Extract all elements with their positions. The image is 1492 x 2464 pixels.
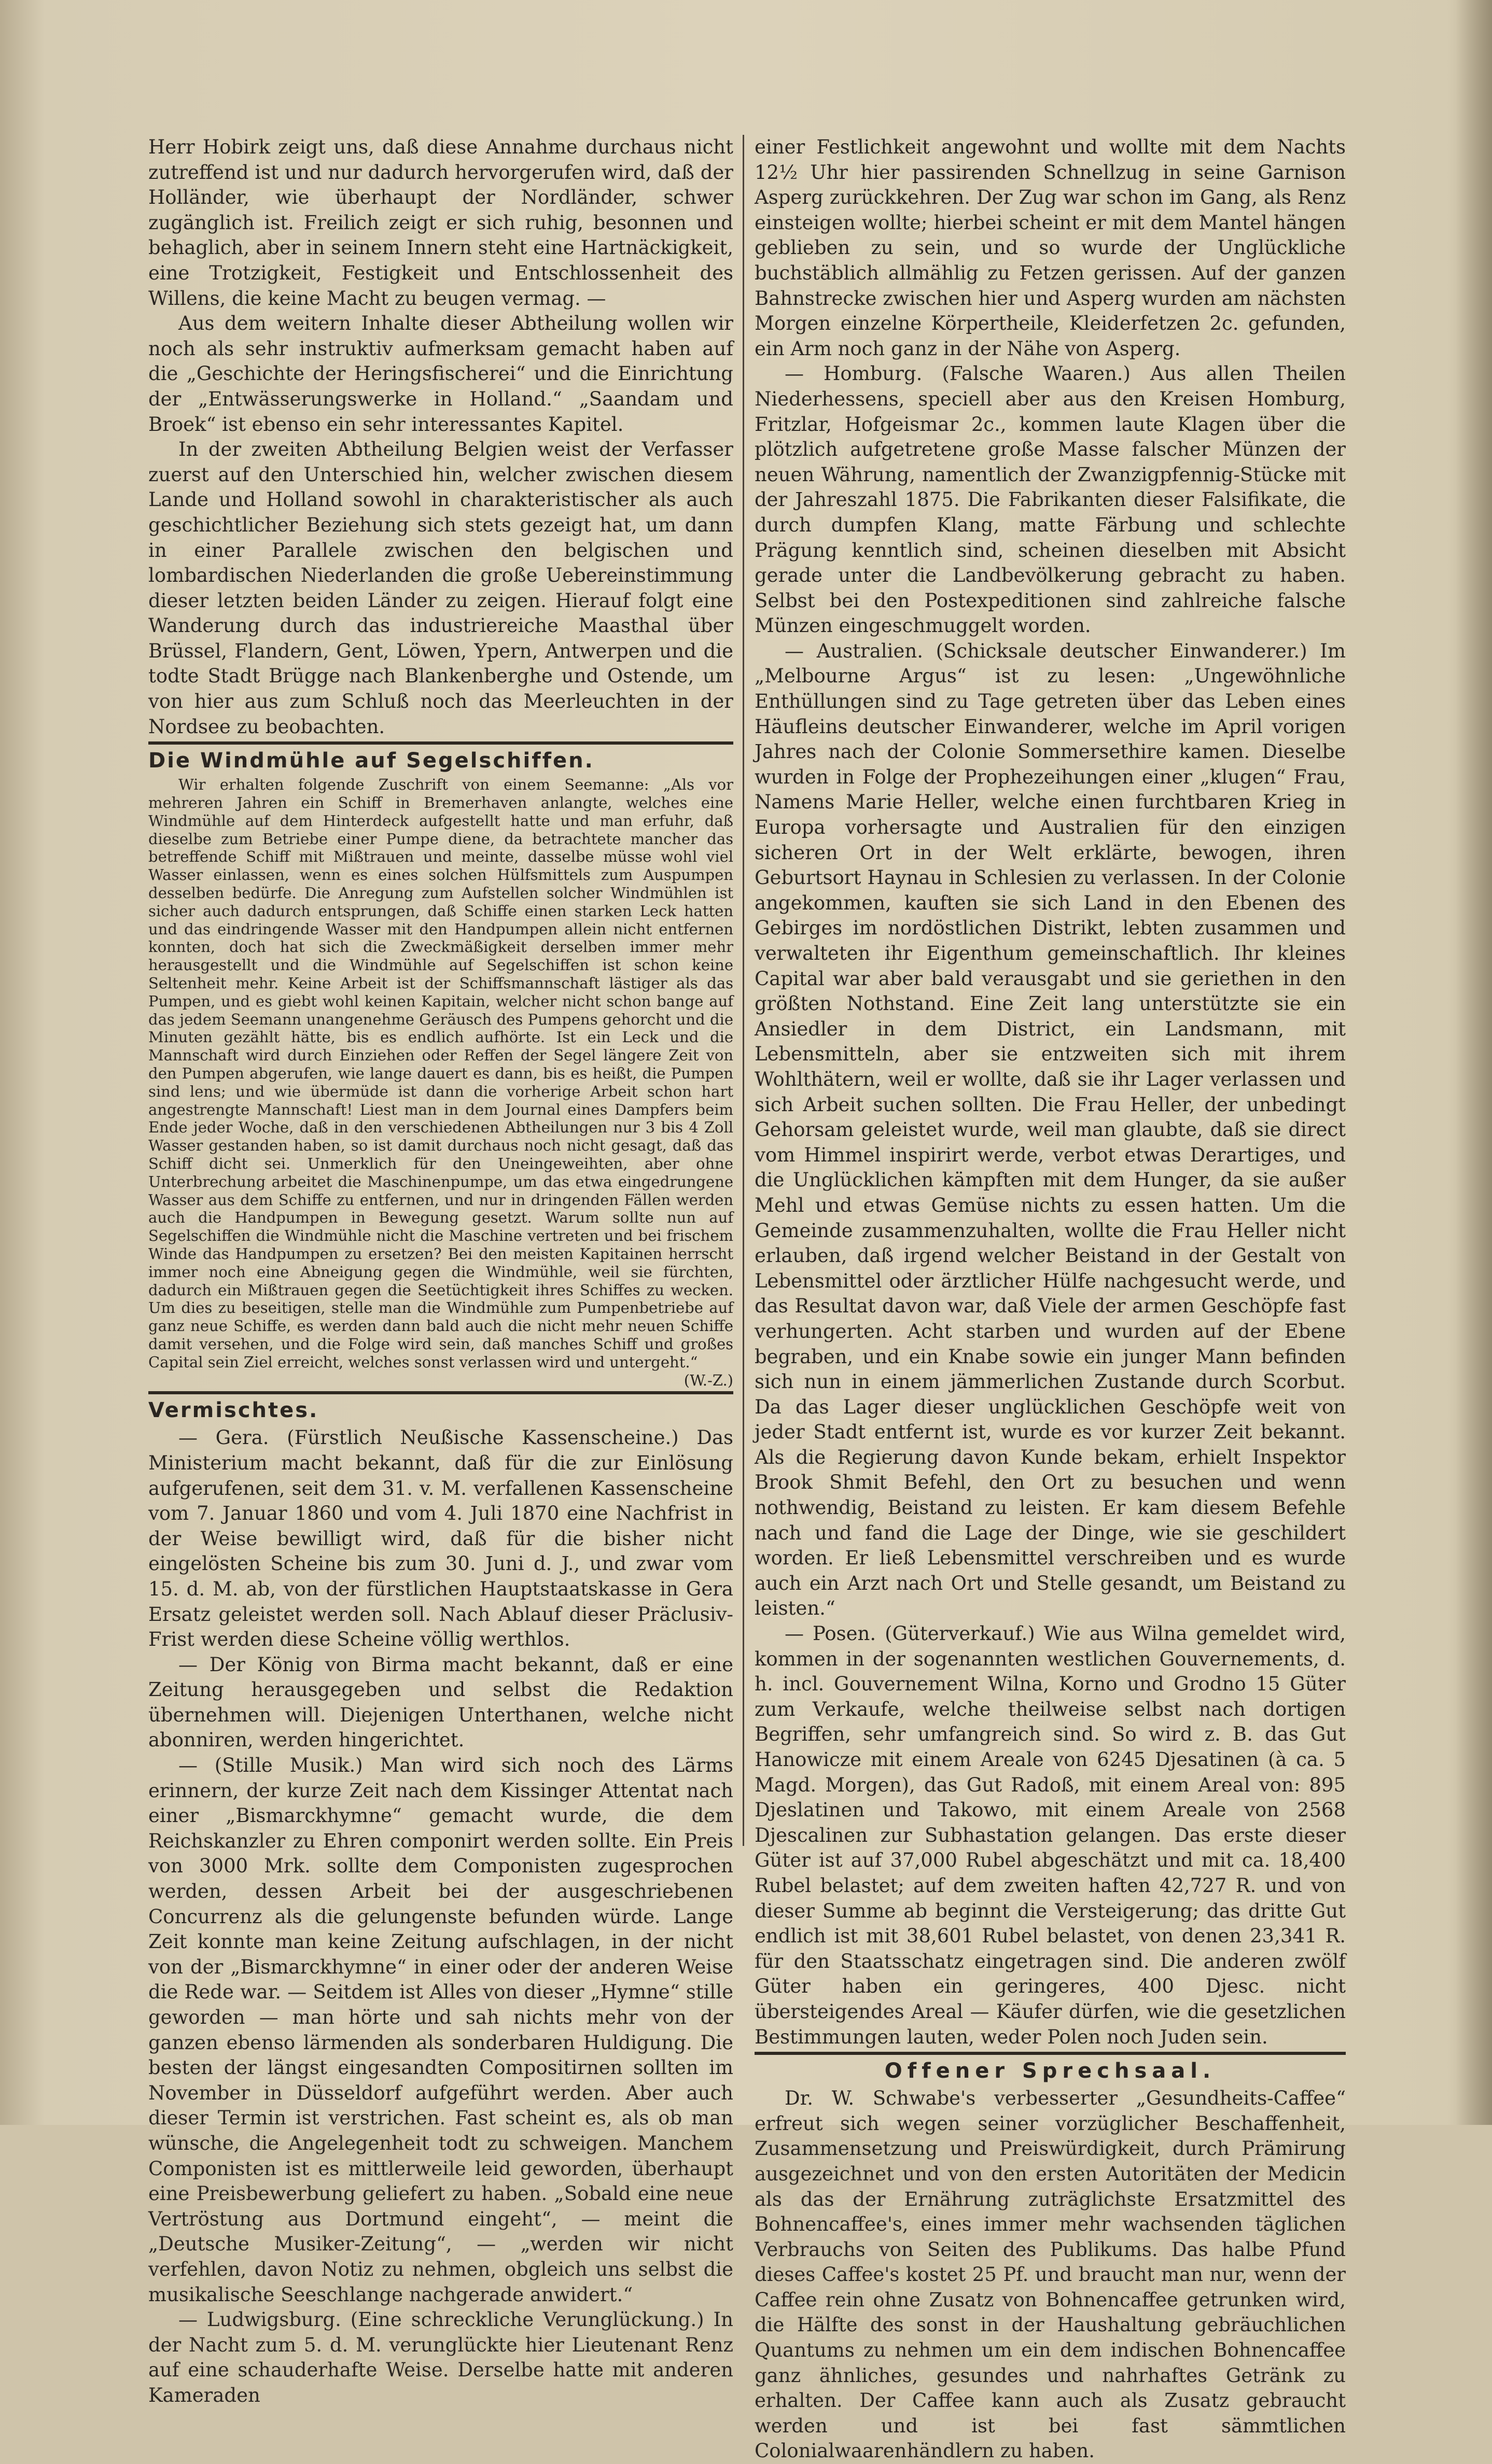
windmill-article: Wir erhalten folgende Zuschrift von einem Seemanne: „Als vor mehreren Jahren ein Schiff in Bremerhaven anlangte, welches eine Windmühle auf dem Hinterdeck aufgestellt hatte und man erfuhr, daß dieselbe zum Betriebe einer Pumpe diene, da betrachtete mancher das betreffende Schiff mit Mißtrauen und meinte, dasselbe müsse wohl viel Wasser einlassen, wenn es eines solchen Hülfsmittels zum Auspumpen desselben bedürfe. Die Anregung zum Aufstellen solcher Windmühlen ist sicher auch dadurch entsprungen, daß Schiffe einen starken Leck hatten und das eindringende Wasser mit den Handpumpen allein nicht entfernen konnten, doch hat sich die Zweckmäßigkeit derselben immer mehr herausgestellt und die Windmühle auf Segelschiffen ist schon keine Seltenheit mehr. Keine Arbeit ist der Schiffsmannschaft lästiger als das Pumpen, und es giebt wohl keinen Kapitain, welcher nicht schon bange auf das jedem Seemann unangenehme Geräusch des Pumpens gehorcht und die Minuten gezählt hätte, bis es endlich aufhörte. Ist ein Leck und die Mannschaft wird durch Einziehen oder Reffen der Segel längere Zeit von den Pumpen abgerufen, wie lange dauert es dann, bis es heißt, die Pumpen sind lens; und wie übermüde ist dann die vorherige Arbeit schon hart angestrengte Mannschaft! Liest man in dem Journal eines Dampfers beim Ende jeder Woche, daß in den verschiedenen Abtheilungen nur 3 bis 4 Zoll Wasser gestanden haben, so ist damit durchaus noch nicht gesagt, daß das Schiff dicht sei. Unmerklich für den Uneingeweihten, aber ohne Unterbrechung arbeitet die Maschinenpumpe, um das etwa eingedrungene Wasser aus dem Schiffe zu entfernen, und nur in dringenden Fällen werden auch die Handpumpen in Bewegung gesetzt. Warum sollte nun auf Segelschiffen die Windmühle nicht die Maschine vertreten und bei frischem Winde das Handpumpen zu ersetzen? Bei den meisten Kapitainen herrscht immer noch eine Abneigung gegen die Windmühle, weil sie fürchten, dadurch ein Mißtrauen gegen die Seetüchtigkeit ihres Schiffes zu wecken. Um dies zu beseitigen, stelle man die Windmühle zum Pumpenbetriebe auf ganz neue Schiffe, es werden dann bald auch die nicht mehr neuen Schiffe damit versehen, und die Folge wird sein, daß manches Schiff und großes Capital sein Ziel erreicht, welches sonst verlassen wird und untergeht.“	[148, 776, 733, 1371]
page-spine-shadow	[1456, 0, 1492, 2125]
misc-posen: — Posen. (Güterverkauf.) Wie aus Wilna gemeldet wird, kommen in der sogenannten westlichen Gouvernements, d. h. incl. Gouvernement Wilna, Korno und Grodno 15 Güter zum Verkaufe, welche theilweise selbst nach dortigen Begriffen, sehr umfangreich sind. So wird z. B. das Gut Hanowicze mit einem Areale von 6245 Djesatinen (à ca. 5 Magd. Morgen), das Gut Radoß, mit einem Areal von: 895 Djeslatinen und Takowo, mit einem Areale von 2568 Djescalinen zur Subhastation gelangen. Das erste dieser Güter ist auf 37,000 Rubel abgeschätzt und mit ca. 18,400 Rubel belastet; auf dem zweiten haften 42,727 R. und von dieser Summe ab beginnt die Versteigerung; das dritte Gut endlich ist mit 38,601 Rubel belastet, von denen 23,341 R. für den Staatsschatz eingetragen sind. Die anderen zwölf Güter haben ein geringeres, 400 Djesc. nicht übersteigendes Areal — Käufer dürfen, wie die gesetzlichen Bestimmungen lauten, weder Polen noch Juden sein.	[755, 1622, 1346, 2048]
misc-homburg: — Homburg. (Falsche Waaren.) Aus allen Theilen Niederhessens, speciell aber aus den Kreisen Homburg, Fritzlar, Hofgeismar 2c., kommen laute Klagen über die plötzlich aufgetretene große Masse falscher Münzen der neuen Währung, namentlich der Zwanzigpfennig-Stücke mit der Jahreszahl 1875. Die Fabrikanten dieser Falsifikate, die durch dumpfen Klang, matte Färbung und schlechte Prägung kenntlich sind, scheinen dieselben mit Absicht gerade unter die Landbevölkerung gebracht zu haben. Selbst bei den Postexpeditionen sind zahlreiche falsche Münzen eingeschmuggelt worden.	[755, 362, 1346, 637]
windmill-heading: Die Windmühle auf Segelschiffen.	[148, 749, 594, 773]
section-rule	[148, 1391, 733, 1394]
article-holland-intro: Herr Hobirk zeigt uns, daß diese Annahme durchaus nicht zutreffend ist und nur dadurch hervorgerufen wird, daß der Holländer, wie überhaupt der Nordländer, schwer zugänglich ist. Freilich zeigt er sich ruhig, besonnen und behaglich, aber in seinem Innern steht eine Hartnäckigkeit, eine Trotzigkeit, Festigkeit und Entschlossenheit des Willens, die keine Macht zu beugen vermag. —	[148, 136, 733, 310]
left-column	[148, 135, 733, 2409]
misc-stille-musik: — (Stille Musik.) Man wird sich noch des Lärms erinnern, der kurze Zeit nach dem Kissinger Attentat nach einer „Bismarckhymne“ gemacht wurde, die dem Reichskanzler zu Ehren componirt werden sollte. Ein Preis von 3000 Mrk. sollte dem Componisten zugesprochen werden, dessen Arbeit bei der ausgeschriebenen Concurrenz als die gelungenste befunden würde. Lange Zeit konnte man keine Zeitung aufschlagen, in der nicht von der „Bismarckhymne“ in einer oder der anderen Weise die Rede war. — Seitdem ist Alles von dieser „Hymne“ stille geworden — man hörte und sah nichts mehr von der ganzen ebenso lärmenden als sonderbaren Huldigung. Die besten der längst eingesandten Compositirnen sollten im November in Düsseldorf aufgeführt werden. Aber auch dieser Termin ist verstrichen. Fast scheint es, als ob man wünsche, die Angelegenheit todt zu schweigen. Manchem Componisten ist es mittlerweile leid geworden, überhaupt eine Preisbewerbung geliefert zu haben. „Sobald eine neue Vertröstung aus Dortmund eingeht“, — meint die „Deutsche Musiker-Zeitung“, — „werden wir nicht verfehlen, davon Notiz zu nehmen, obgleich uns selbst die musikalische Seeschlange nachgerade anwidert.“	[148, 1754, 733, 2306]
misc-australien: — Australien. (Schicksale deutscher Einwanderer.) Im „Melbourne Argus“ ist zu lesen: „Ungewöhnliche Enthüllungen sind zu Tage getreten über das Leben eines Häufleins deutscher Einwanderer, welche im April vorigen Jahres nach der Colonie Sommersethire kamen. Dieselbe wurden in Folge der Prophezeihungen einer „klugen“ Frau, Namens Marie Heller, welche einen furchtbaren Krieg in Europa vorhersagte und Australien für den einzigen sicheren Ort in der Welt erklärte, bewogen, ihren Geburtsort Haynau in Schlesien zu verlassen. In der Colonie angekommen, kauften sie sich Land in den Ebenen des Gebirges im nordöstlichen Distrikt, lebten zusammen und verwalteten ihr Eigenthum gemeinschaftlich. Ihr kleines Capital war aber bald verausgabt und sie geriethen in den größten Nothstand. Eine Zeit lang unterstützte sie ein Ansiedler in dem District, ein Landsmann, mit Lebensmitteln, aber sie entzweiten sich mit ihrem Wohlthätern, weil er wollte, daß sie ihr Lager verlassen und sich Arbeit suchen sollten. Die Frau Heller, der unbedingt Gehorsam geleistet wurde, weil man glaubte, daß sie direct vom Himmel inspirirt werde, verbot etwas Derartiges, und die Unglücklichen kämpften mit dem Hunger, da sie außer Mehl und etwas Gemüse nichts zu essen hatten. Um die Gemeinde zusammenzuhalten, wollte die Frau Heller nicht erlauben, daß irgend welcher Beistand in der Gestalt von Lebensmittel oder ärztlicher Hülfe nachgesucht werde, und das Resultat davon war, daß Viele der armen Geschöpfe fast verhungerten. Acht starben und wurden auf der Ebene begraben, und ein Knabe sowie ein junger Mann befinden sich nun in einem jämmerlichen Zustande durch Scorbut. Da das Lager dieser unglücklichen Geschöpfe weit von jeder Stadt entfernt ist, wurde es vor kurzer Zeit bekannt. Als die Regierung davon Kunde bekam, erhielt Inspektor Brook Shmit Befehl, den Ort zu besuchen und wenn nothwendig, Beistand zu leisten. Er kam diesem Befehle nach und fand die Lage der Dinge, wie sie geschildert worden. Er ließ Lebensmittel verschreiben und es wurde auch ein Arzt nach Ort und Stelle gesandt, um Beistand zu leisten.“	[755, 639, 1346, 1620]
section-rule	[755, 2052, 1346, 2055]
article-holland-p3: In der zweiten Abtheilung Belgien weist der Verfasser zuerst auf den Unterschied hin, welcher zwischen diesem Lande und Holland sowohl in charakteristischer als auch geschichtlicher Beziehung sich stets gezeigt hat, um dann in einer Parallele zwischen den belgischen und lombardischen Niederlanden die große Uebereinstimmung dieser letzten beiden Länder zu zeigen. Hierauf folgt eine Wanderung durch das industriereiche Maasthal über Brüssel, Flandern, Gent, Löwen, Ypern, Antwerpen und die todte Stadt Brügge nach Blankenberghe und Ostende, um von hier aus zum Schluß noch das Meerleuchten in der Nordsee zu beobachten.	[148, 438, 733, 738]
misc-heading: Vermischtes.	[148, 1398, 319, 1423]
section-rule	[148, 741, 733, 745]
sprechsaal-article: Dr. W. Schwabe's verbesserter „Gesundheits-Caffee“ erfreut sich wegen seiner vorzüglicher Beschaffenheit, Zusammensetzung und Preiswürdigkeit, durch Prämirung ausgezeichnet und von den ersten Autoritäten der Medicin als das der Ernährung zuträglichste Ersatzmittel des Bohnencaffee's, eines immer mehr wachsenden täglichen Verbrauchs von Seiten des Publikums. Das halbe Pfund dieses Caffee's kostet 25 Pf. und braucht man nur, wenn der Caffee rein ohne Zusatz von Bohnencaffee getrunken wird, die Hälfte des sonst in der Haushaltung gebräuchlichen Quantums zu nehmen um ein dem indischen Bohnencaffee ganz ähnliches, gesundes und nahrhaftes Getränk zu erhalten. Der Caffee kann auch als Zusatz gebraucht werden und ist bei fast sämmtlichen Colonialwaarenhändlern zu haben.	[755, 2087, 1346, 2462]
article-holland-p2: Aus dem weitern Inhalte dieser Abtheilung wollen wir noch als sehr instruktiv aufmerksam gemacht haben auf die „Geschichte der Heringsfischerei“ und die Einrichtung der „Entwässerungswerke in Holland.“ „Saandam und Broek“ ist ebenso ein sehr interessantes Kapitel.	[148, 312, 733, 436]
column-divider	[743, 135, 744, 1846]
windmill-signature: (W.-Z.)	[684, 1371, 733, 1389]
right-column	[755, 135, 1346, 2464]
sprechsaal-heading: Offener Sprechsaal.	[884, 2059, 1216, 2083]
misc-ludwigsburg: — Ludwigsburg. (Eine schreckliche Verunglückung.) In der Nacht zum 5. d. M. verunglückte hier Lieutenant Renz auf eine schauderhafte Weise. Derselbe hatte mit anderen Kameraden	[148, 2308, 733, 2406]
misc-gera: — Gera. (Fürstlich Neußische Kassenscheine.) Das Ministerium macht bekannt, daß für die zur Einlösung aufgerufenen, seit dem 31. v. M. verfallenen Kassenscheine vom 7. Januar 1860 und vom 4. Juli 1870 eine Nachfrist in der Weise bewilligt wird, daß für die bisher nicht eingelösten Scheine bis zum 30. Juni d. J., und zwar vom 15. d. M. ab, von der fürstlichen Hauptstaatskasse in Gera Ersatz geleistet werden soll. Nach Ablauf dieser Präclusiv-Frist werden diese Scheine völlig werthlos.	[148, 1426, 733, 1651]
misc-birma: — Der König von Birma macht bekannt, daß er eine Zeitung herausgegeben und selbst die Redaktion übernehmen will. Diejenigen Unterthanen, welche nicht abonniren, werden hingerichtet.	[148, 1653, 733, 1752]
ludwigsburg-continuation: einer Festlichkeit angewohnt und wollte mit dem Nachts 12½ Uhr hier passirenden Schnellzug in seine Garnison Asperg zurückkehren. Der Zug war schon im Gang, als Renz einsteigen wollte; hierbei scheint er mit dem Mantel hängen geblieben zu sein, und so wurde der Unglückliche buchstäblich allmählig zu Fetzen gerissen. Auf der ganzen Bahnstrecke zwischen hier und Asperg wurden am nächsten Morgen einzelne Körpertheile, Kleiderfetzen 2c. gefunden, ein Arm noch ganz in der Nähe von Asperg.	[755, 136, 1346, 360]
